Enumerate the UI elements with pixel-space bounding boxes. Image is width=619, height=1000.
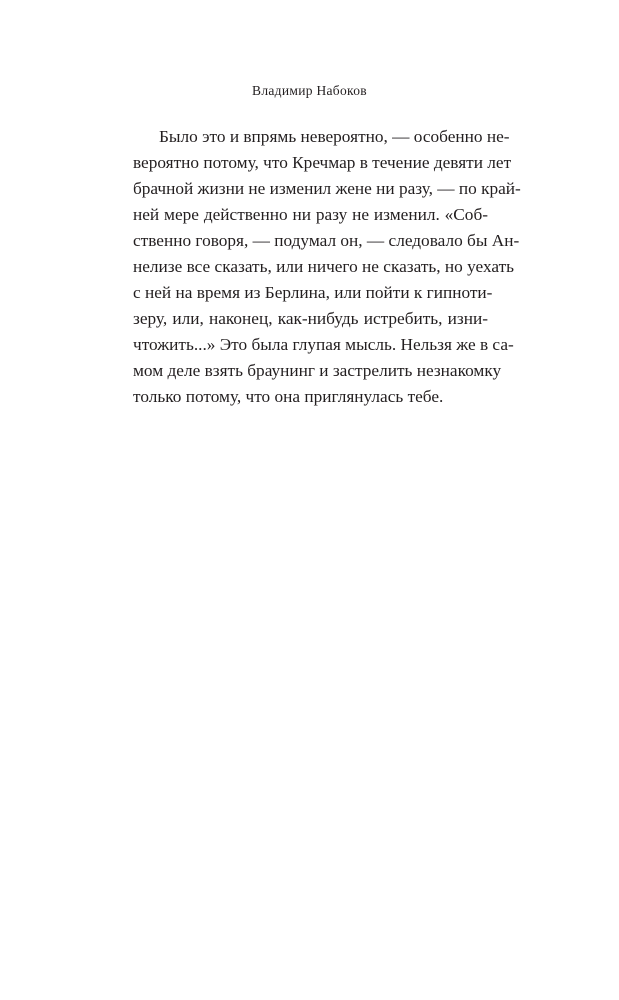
text-line: вероятно потому, что Кречмар в течение девяти лет <box>133 153 512 172</box>
text-line: ственно говоря, — подумал он, — следовало бы Ан- <box>133 231 520 250</box>
text-line: только потому, что она приглянулась тебе. <box>133 387 444 406</box>
text-line: брачной жизни не изменил жене ни разу, — по край- <box>133 179 521 198</box>
text-line: нелизе все сказать, или ничего не сказать, но уехать <box>133 257 515 276</box>
text-line: с ней на время из Берлина, или пойти к гипноти- <box>133 283 493 302</box>
text-line: ней мере действенно ни разу не изменил. «Соб- <box>133 205 488 224</box>
text-line: мом деле взять браунинг и застрелить незнакомку <box>133 361 502 380</box>
body-paragraph <box>133 124 521 410</box>
text-line: чтожить...» Это была глупая мысль. Нельзя же в са- <box>133 335 514 354</box>
running-header: Владимир Набоков <box>252 83 367 98</box>
text-line: Было это и впрямь невероятно, — особенно не- <box>159 127 510 146</box>
text-line: зеру, или, наконец, как-нибудь истребить, изни- <box>133 309 488 328</box>
